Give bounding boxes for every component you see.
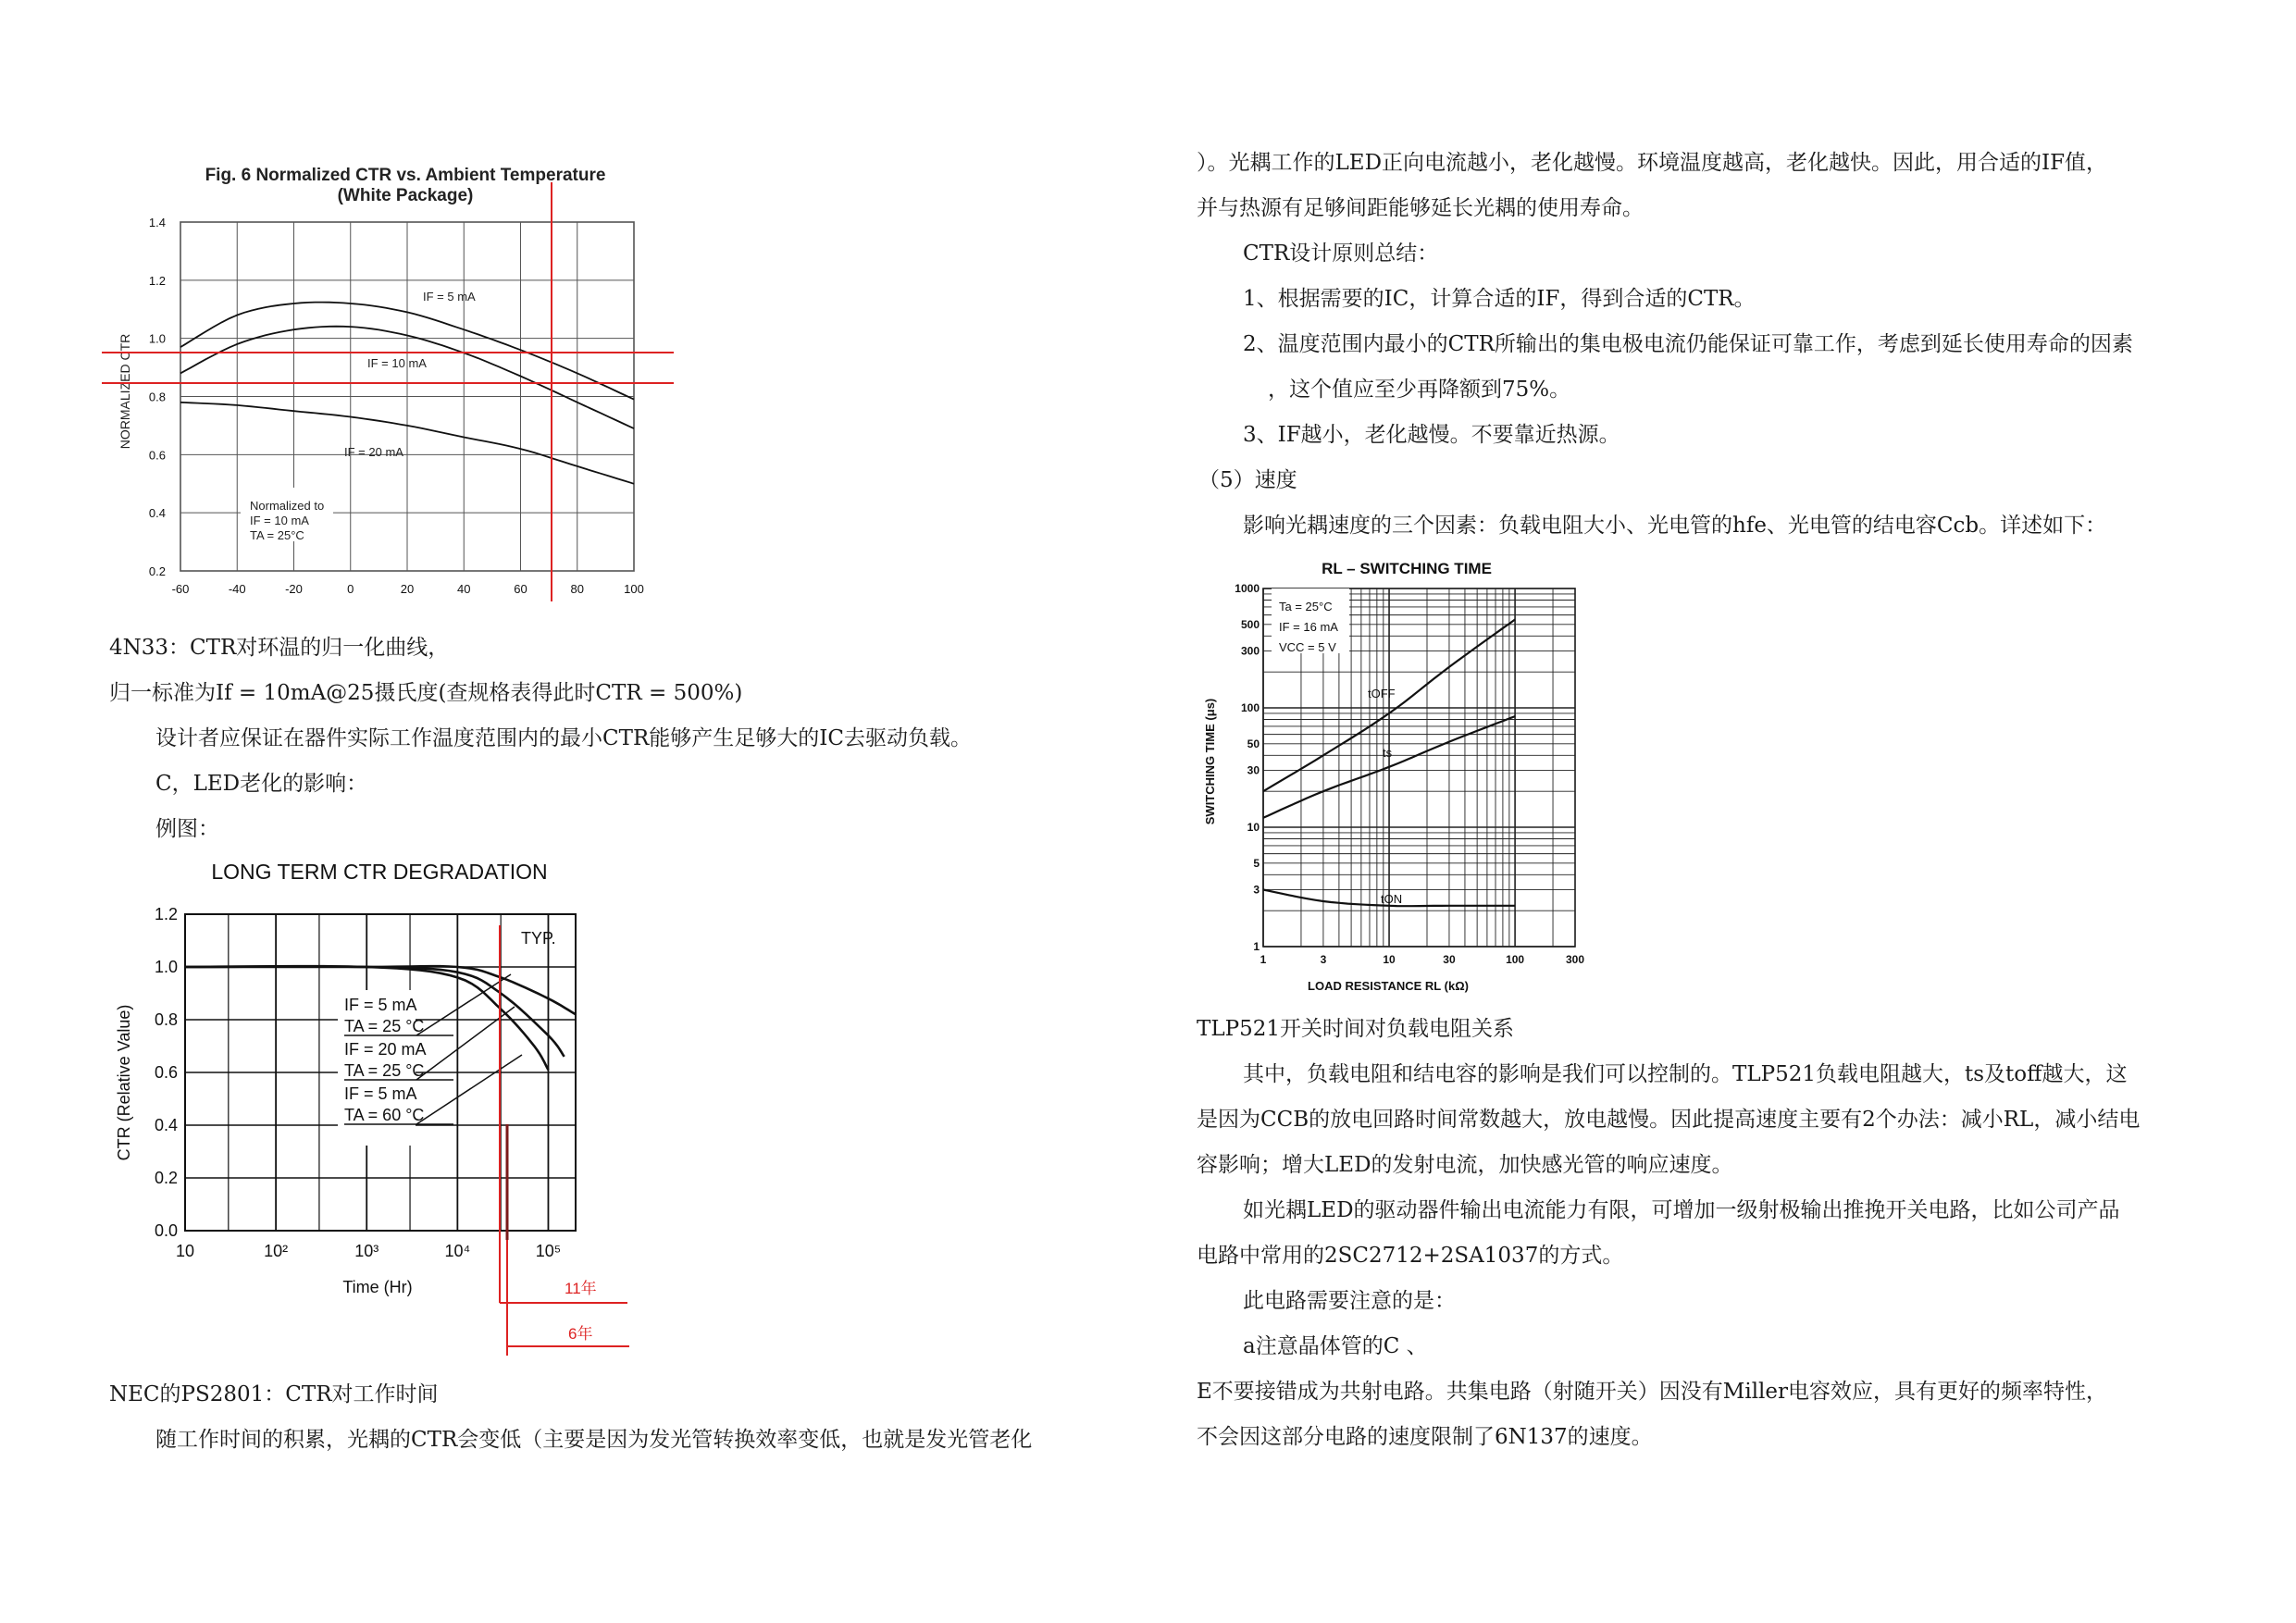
sw-label-toff: tOFF [1368, 687, 1396, 700]
text-speed-heading: （5）速度 [1198, 468, 1297, 492]
ltd-legend-2: TA = 25 °C [344, 1017, 425, 1035]
text-aging-paragraph: 随工作时间的积累，光耦的CTR会变低（主要是因为发光管转换效率变低，也就是发光管老化 [155, 1428, 1033, 1452]
text-designer-note: 设计者应保证在器件实际工作温度范围内的最小CTR能够产生足够大的IC去驱动负载。 [155, 726, 972, 750]
ltd-mark-11y: 11年 [565, 1280, 597, 1297]
text-tlp521-caption: TLP521开关时间对负载电阻关系 [1197, 1017, 1514, 1041]
ltd-x-tick: 10³ [354, 1242, 379, 1260]
sw-ylabel: SWITCHING TIME (μs) [1203, 698, 1217, 825]
switching-time-chart [1194, 553, 1585, 997]
text-r19: 不会因这部分电路的速度限制了6N137的速度。 [1197, 1425, 1653, 1449]
sw-y-tick: 1 [1253, 940, 1260, 953]
sw-label-ton: tON [1381, 892, 1403, 906]
ltd-legend-6: TA = 60 °C [344, 1106, 425, 1124]
sw-cond-1: Ta = 25°C [1279, 600, 1333, 613]
text-principle-3: 3、IF越小，老化越慢。不要靠近热源。 [1243, 423, 1620, 447]
sw-y-tick: 5 [1253, 856, 1260, 870]
text-ctr-summary-heading: CTR设计原则总结： [1243, 242, 1439, 266]
fig6-y-tick: 1.0 [148, 331, 166, 346]
text-r1: ）。光耦工作的LED正向电流越小，老化越慢。环境温度越高，老化越快。因此，用合适的IF值， [1197, 151, 2108, 175]
sw-x-tick: 10 [1383, 953, 1396, 966]
fig6-x-tick: -60 [171, 582, 190, 596]
sw-x-tick: 1 [1260, 953, 1267, 966]
sw-y-tick: 50 [1247, 737, 1260, 750]
ltd-title: LONG TERM CTR DEGRADATION [211, 860, 548, 884]
sw-y-tick: 10 [1247, 821, 1260, 834]
sw-cond-3: VCC = 5 V [1279, 640, 1336, 654]
ltd-legend-4: TA = 25 °C [344, 1061, 425, 1080]
sw-x-tick: 100 [1506, 953, 1525, 966]
ltd-x-tick: 10⁵ [535, 1242, 562, 1260]
fig6-x-tick: 0 [347, 582, 354, 596]
fig6-y-tick: 1.2 [148, 273, 166, 288]
text-normalization: 归一标准为If = 10mA@25摄氏度(查规格表得此时CTR = 500%) [109, 681, 743, 705]
ltd-mark-6y: 6年 [568, 1325, 593, 1343]
text-r15: 电路中常用的2SC2712+2SA1037的方式。 [1197, 1244, 1624, 1268]
fig6-label-5ma: IF = 5 mA [423, 290, 476, 304]
ltd-y-tick: 0.0 [154, 1221, 178, 1240]
text-example-label: 例图： [155, 817, 219, 841]
sw-y-tick: 500 [1240, 617, 1260, 631]
sw-x-tick: 30 [1443, 953, 1456, 966]
sw-x-tick: 3 [1320, 953, 1327, 966]
text-speed-factors: 影响光耦速度的三个因素：负载电阻大小、光电管的hfe、光电管的结电容Ccb。详述如下： [1243, 514, 2107, 538]
fig6-x-tick: 60 [514, 582, 527, 596]
ltd-y-tick: 0.4 [154, 1116, 178, 1134]
sw-cond-2: IF = 16 mA [1279, 620, 1338, 634]
text-principle-2-cont: ，这个值应至少再降额到75%。 [1268, 378, 1571, 402]
fig6-x-tick: 40 [457, 582, 471, 596]
text-4n33-caption: 4N33：CTR对环温的归一化曲线， [109, 636, 450, 660]
ltd-y-tick: 0.2 [154, 1169, 178, 1187]
text-r14: 如光耦LED的驱动器件输出电流能力有限，可增加一级射极输出推挽开关电路，比如公司产品 [1243, 1198, 2120, 1222]
sw-title: RL – SWITCHING TIME [1322, 560, 1492, 577]
text-r2: 并与热源有足够间距能够延长光耦的使用寿命。 [1197, 196, 1644, 220]
ltd-typ: TYP. [521, 929, 556, 948]
text-r13: 容影响；增大LED的发射电流，加快感光管的响应速度。 [1197, 1153, 1733, 1177]
sw-y-tick: 30 [1247, 763, 1260, 777]
ltd-x-tick: 10² [264, 1242, 289, 1260]
sw-xlabel: LOAD RESISTANCE RL (kΩ) [1308, 979, 1469, 993]
text-led-aging-heading: C，LED老化的影响： [155, 772, 368, 796]
fig6-title-line1: Fig. 6 Normalized CTR vs. Ambient Temperature [205, 166, 606, 185]
ltd-legend-3: IF = 20 mA [344, 1040, 427, 1059]
fig6-x-tick: -40 [228, 582, 246, 596]
ltd-x-tick: 10⁴ [444, 1242, 471, 1260]
text-r18: E不要接错成为共射电路。共集电路（射随开关）因没有Miller电容效应，具有更好的频率特性， [1197, 1380, 2108, 1404]
sw-x-tick: 300 [1565, 953, 1585, 966]
fig6-normalized-ctr-chart [102, 153, 694, 606]
sw-y-tick: 1000 [1235, 582, 1260, 595]
fig6-y-tick: 0.4 [148, 506, 166, 521]
fig6-note-line1: Normalized to [250, 499, 325, 513]
fig6-x-tick: 20 [400, 582, 415, 596]
ltd-legend-5: IF = 5 mA [344, 1084, 417, 1103]
fig6-y-tick: 1.4 [148, 216, 166, 229]
text-r12: 是因为CCB的放电回路时间常数越大，放电越慢。因此提高速度主要有2个办法：减小RL，减小结电 [1197, 1108, 2141, 1132]
fig6-x-tick: 80 [570, 582, 584, 596]
ltd-y-tick: 1.0 [154, 958, 178, 976]
ltd-legend-1: IF = 5 mA [344, 996, 417, 1014]
sw-y-tick: 100 [1240, 701, 1260, 714]
sw-y-tick: 300 [1240, 644, 1260, 658]
long-term-ctr-degradation-chart [102, 851, 657, 1351]
ltd-y-tick: 0.8 [154, 1010, 178, 1029]
ltd-xlabel: Time (Hr) [342, 1278, 413, 1296]
ltd-y-tick: 1.2 [154, 905, 178, 923]
fig6-x-tick: 100 [624, 582, 644, 596]
text-r16: 此电路需要注意的是： [1243, 1289, 1456, 1313]
fig6-y-tick: 0.6 [148, 448, 166, 463]
text-principle-2: 2、温度范围内最小的CTR所输出的集电极电流仍能保证可靠工作，考虑到延长使用寿命的因素 [1243, 332, 2133, 356]
fig6-label-20ma: IF = 20 mA [344, 445, 403, 459]
sw-label-ts: ts [1383, 746, 1393, 760]
ltd-pointer-3 [416, 1055, 522, 1124]
fig6-y-tick: 0.8 [148, 390, 166, 404]
fig6-y-tick: 0.2 [148, 564, 166, 578]
fig6-note-line2: IF = 10 mA [250, 514, 309, 527]
fig6-title-line2: (White Package) [337, 186, 474, 205]
ltd-y-tick: 0.6 [154, 1063, 178, 1082]
fig6-note-line3: TA = 25°C [250, 528, 304, 542]
sw-y-tick: 3 [1253, 883, 1260, 897]
ltd-x-tick: 10 [175, 1242, 195, 1260]
right-column [1148, 0, 2296, 1623]
fig6-ylabel: NORMALIZED CTR [118, 333, 132, 450]
text-r11: 其中，负载电阻和结电容的影响是我们可以控制的。TLP521负载电阻越大，ts及toff越大，这 [1243, 1062, 2128, 1086]
fig6-x-tick: -20 [285, 582, 303, 596]
ltd-ylabel: CTR (Relative Value) [115, 1004, 133, 1161]
text-nec-caption: NEC的PS2801：CTR对工作时间 [109, 1382, 439, 1406]
text-principle-1: 1、根据需要的IC，计算合适的IF，得到合适的CTR。 [1243, 287, 1756, 311]
text-r17: a注意晶体管的C 、 [1243, 1334, 1428, 1358]
fig6-label-10ma: IF = 10 mA [367, 356, 427, 370]
